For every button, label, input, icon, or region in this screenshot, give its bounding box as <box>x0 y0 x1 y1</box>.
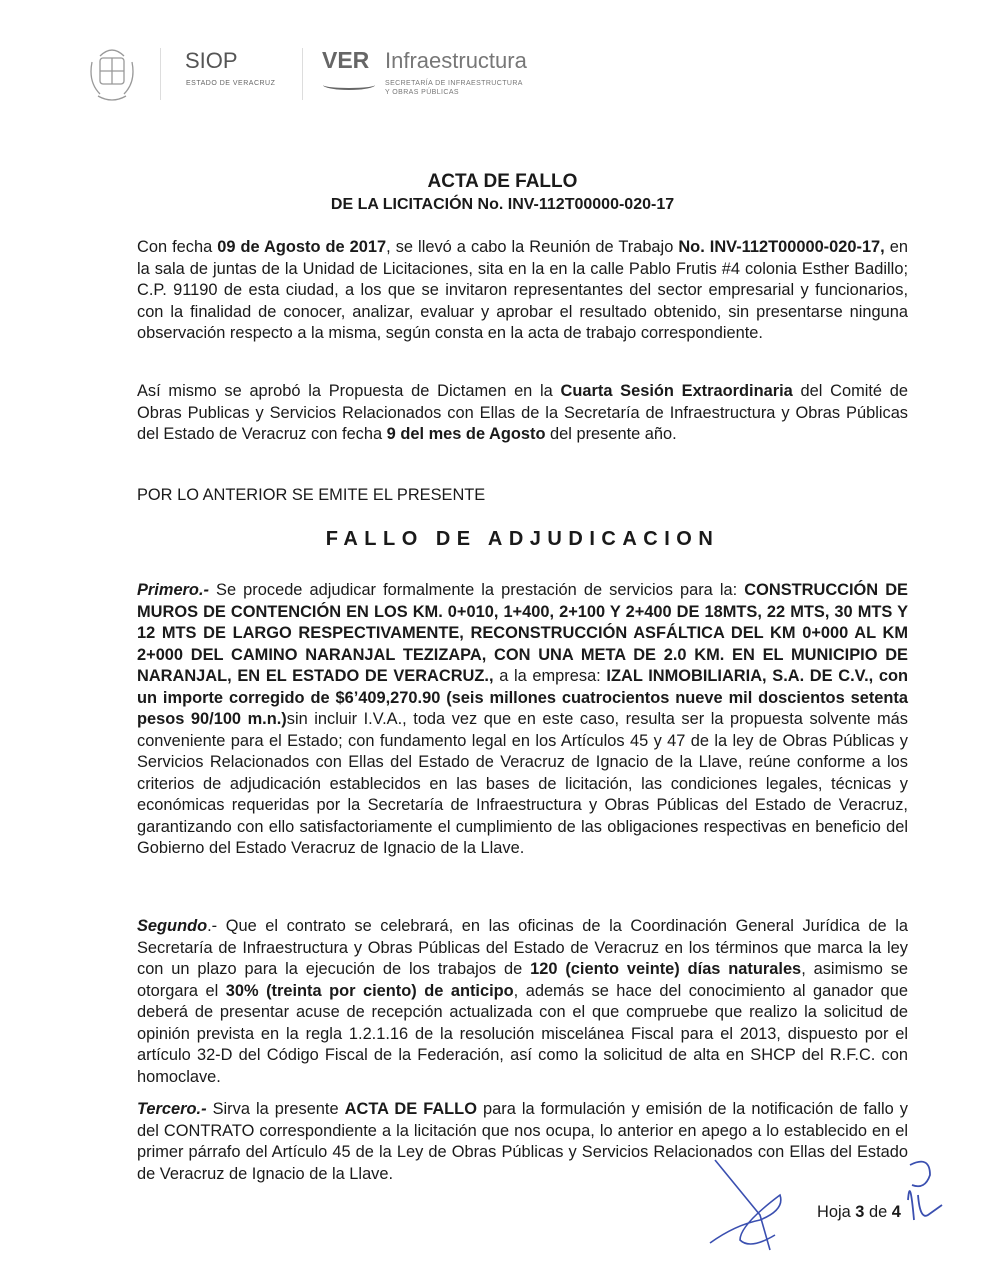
page-number: 3 <box>855 1203 865 1221</box>
ver-swoosh-icon <box>323 80 375 90</box>
bold-text: CONSTRUCCIÓN DE MUROS DE CONTENCIÓN EN LOS KM. 0+010, 1+400, 2+100 Y 2+400 DE 18MTS, 22 MTS, 30 MTS Y 12 MTS DE LARGO RESPECTIVAMENTE, RECONSTRUCCIÓN ASFÁLTICA DEL KM 0+000 AL KM 2+000 DEL CAMINO NARANJAL TEZIZAPA, CON UNA META DE 2.0 KM. EN EL MUNICIPIO DE NARANJAL, EN EL ESTADO DE VERACRUZ., <box>137 581 908 685</box>
bold-text: Segundo <box>137 917 208 935</box>
bold-text: 30% (treinta por ciento) de anticipo <box>225 981 514 1000</box>
text: Así mismo se aprobó la Propuesta de Dictamen en la <box>137 382 561 400</box>
text: .- Que el contrato se celebrará, en las oficinas de la Coordinación General Jurídica de la Secretaría de Infraestructura y Obras Públicas del Estado de Veracruz en los términos que marca la ley con un plazo para la ejecución de los trabajos de <box>137 917 908 978</box>
paragraph-primero <box>137 580 908 860</box>
siop-logo-text: SIOP <box>185 48 238 73</box>
infraestructura-subtitle <box>385 79 523 97</box>
divider <box>302 48 303 100</box>
text: , se llevó a cabo la Reunión de Trabajo <box>386 238 679 256</box>
text: para la formulación y emisión de la notificación de fallo y del CONTRATO correspondiente a la licitación que nos ocupa, lo anterior en apego a lo establecido en el primer párrafo del Artículo 45 de la Ley de Obras Públicas y Servicios Relacionados con Ellas del Estado de Veracruz de Ignacio de la Llave. <box>137 1100 908 1183</box>
text: , asimismo se otorgara el <box>137 960 909 1000</box>
por-lo-anterior: POR LO ANTERIOR SE EMITE EL PRESENTE <box>137 486 486 504</box>
bold-text: IZAL INMOBILIARIA, S.A. DE C.V., con un importe corregido de $6’409,270.90 (seis millones cuatrocientos nueve mil doscientos setenta pesos 90/100 m.n.) <box>137 667 908 728</box>
bold-text: 120 (ciento veinte) días naturales <box>530 960 802 978</box>
text: Se procede adjudicar formalmente la prestación de servicios para la: <box>208 581 745 599</box>
veracruz-coat-of-arms-logo <box>86 42 138 104</box>
subtitle-line: SECRETARÍA DE INFRAESTRUCTURA <box>385 80 523 87</box>
document-title: ACTA DE FALLO <box>427 171 578 192</box>
bold-text: ACTA DE FALLO <box>344 1100 477 1118</box>
text: Sirva la presente <box>206 1100 345 1118</box>
text: del Comité de Obras Publicas y Servicios Relacionados con Ellas de la Secretaría de Infraestructura y Obras Públicas del Estado de Veracruz con fecha <box>137 382 908 443</box>
letterhead <box>80 38 560 108</box>
bold-text: Primero.- <box>137 581 209 599</box>
text: , además se hace del conocimiento al ganador que deberá de presentar acuse de recepción actualizada con el que compruebe que realizo la solicitud de opinión prevista en la regla 1.2.1.16 de la resolución miscelánea Fiscal para el 2013, dispuesto por el artículo 32-D del Código Fiscal de la Federación, así como la solicitud de alta en SHCP del R.F.C. con homoclave. <box>137 981 908 1086</box>
text: Con fecha <box>137 238 218 256</box>
bold-text: No. INV-112T00000-020-17, <box>678 238 885 256</box>
subtitle-line: Y OBRAS PÚBLICAS <box>385 89 459 96</box>
text: a la empresa: <box>493 667 607 685</box>
bold-text: 9 del mes de Agosto <box>386 425 546 443</box>
siop-subtitle: ESTADO DE VERACRUZ <box>186 80 276 87</box>
bold-text: 09 de Agosto de 2017 <box>217 238 387 256</box>
text: sin incluir I.V.A., toda vez que en este caso, resulta ser la propuesta solvente más conveniente para el Estado; con fundamento legal en los Artículos 45 y 47 de la ley de Obras Públicas y Servicios Relacionados con Ellas del Estado de Veracruz de Ignacio de la Llave, reúne conforme a los criterios de adjudicación establecidos en las bases de licitación, las condiciones legales, técnicas y económicas requeridas por la Secretaría de Infraestructura y Obras Públicas del Estado de Veracruz, garantizando con ello satisfactoriamente el cumplimiento de las obligaciones respectivas en beneficio del Gobierno del Estado Veracruz de Ignacio de la Llave. <box>137 710 908 857</box>
de-label: de <box>868 1203 888 1221</box>
page-total: 4 <box>891 1203 901 1221</box>
signature-initials <box>900 1155 950 1225</box>
paragraph-approval <box>137 381 908 446</box>
text: en la sala de juntas de la Unidad de Licitaciones, sita en la en la calle Pablo Frutis #4 colonia Esther Badillo; C.P. 91190 de esta ciudad, a los que se invitaron representantes del sector empresarial y funcionarios, con la finalidad de conocer, analizar, evaluar y aprobar el resultado obtenido, sin presentarse ninguna observación respecto a la misma, según consta en la acta de trabajo correspondiente. <box>137 238 908 342</box>
document-subtitle: DE LA LICITACIÓN No. INV-112T00000-020-17 <box>330 196 675 213</box>
text: del presente año. <box>545 425 677 443</box>
paragraph-segundo <box>137 916 908 1088</box>
bold-text: Cuarta Sesión Extraordinaria <box>560 382 793 400</box>
bold-text: Tercero.- <box>137 1100 207 1118</box>
page-indicator <box>817 1203 901 1222</box>
hoja-label: Hoja <box>817 1203 851 1221</box>
infraestructura-logo-text: Infraestructura <box>385 48 527 73</box>
ver-logo-text: VER <box>322 47 370 73</box>
paragraph-intro <box>137 237 908 345</box>
divider <box>160 48 161 100</box>
signature-1 <box>700 1155 810 1255</box>
fallo-heading: FALLO DE ADJUDICACION <box>325 528 720 550</box>
